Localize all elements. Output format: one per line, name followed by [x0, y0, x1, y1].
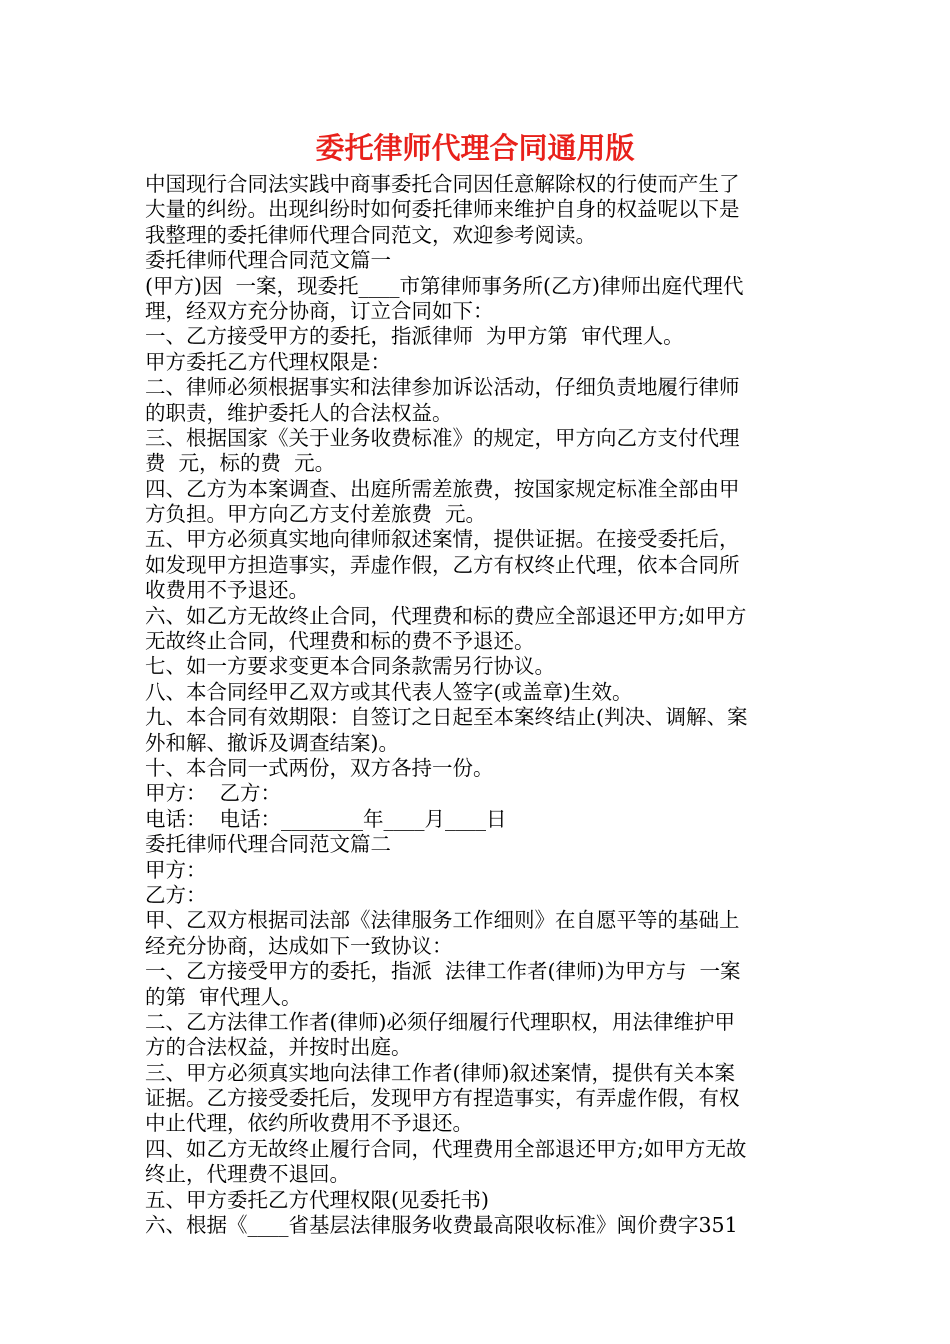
text-line: 甲方委托乙方代理权限是： — [145, 349, 391, 374]
text-line: 的职责，维护委托人的合法权益。 — [145, 400, 453, 425]
text-line: 乙方： — [145, 882, 207, 907]
text-line: 证据。乙方接受委托后，发现甲方有捏造事实，有弄虚作假，有权 — [145, 1086, 740, 1111]
text-line: 经充分协商，达成如下一致协议： — [145, 933, 453, 958]
text-line: 六、如乙方无故终止合同，代理费和标的费应全部退还甲方;如甲方 — [145, 603, 747, 628]
text-line: 我整理的委托律师代理合同范文，欢迎参考阅读。 — [145, 222, 596, 247]
text-line: 二、乙方法律工作者(律师)必须仔细履行代理职权，用法律维护甲 — [145, 1009, 735, 1034]
text-line: (甲方)因 一案，现委托____市第律师事务所(乙方)律师出庭代理代 — [145, 273, 744, 298]
text-line: 无故终止合同，代理费和标的费不予退还。 — [145, 629, 535, 654]
text-line: 五、甲方委托乙方代理权限(见委托书) — [145, 1187, 489, 1212]
text-line: 终止，代理费不退回。 — [145, 1162, 350, 1187]
text-line: 理，经双方充分协商，订立合同如下： — [145, 298, 494, 323]
text-line: 大量的纠纷。出现纠纷时如何委托律师来维护自身的权益呢以下是 — [145, 197, 740, 222]
text-line: 方负担。甲方向乙方支付差旅费 元。 — [145, 502, 487, 527]
text-line: 九、本合同有效期限：自签订之日起至本案终结止(判决、调解、案 — [145, 705, 748, 730]
text-line: 一、乙方接受甲方的委托，指派 法律工作者(律师)为甲方与 一案 — [145, 959, 741, 984]
text-line: 五、甲方必须真实地向律师叙述案情，提供证据。在接受委托后， — [145, 527, 740, 552]
text-line: 三、甲方必须真实地向法律工作者(律师)叙述案情，提供有关本案 — [145, 1060, 735, 1085]
text-line: 的第 审代理人。 — [145, 984, 302, 1009]
text-line: 如发现甲方担造事实，弄虚作假，乙方有权终止代理，依本合同所 — [145, 552, 740, 577]
text-line: 收费用不予退还。 — [145, 578, 309, 603]
text-line: 四、乙方为本案调查、出庭所需差旅费，按国家规定标准全部由甲 — [145, 476, 740, 501]
text-line: 七、如一方要求变更本合同条款需另行协议。 — [145, 654, 555, 679]
text-line: 十、本合同一式两份，双方各持一份。 — [145, 755, 494, 780]
text-line: 费 元，标的费 元。 — [145, 451, 336, 476]
text-line: 一、乙方接受甲方的委托，指派律师 为甲方第 审代理人。 — [145, 324, 684, 349]
text-line: 甲方： 乙方： — [145, 781, 282, 806]
text-line: 六、根据《____省基层法律服务收费最高限收标准》闽价费字351 — [145, 1213, 738, 1238]
document-title: 委托律师代理合同通用版 — [315, 131, 635, 165]
text-line: 中止代理，依约所收费用不予退还。 — [145, 1111, 473, 1136]
text-line: 方的合法权益，并按时出庭。 — [145, 1035, 412, 1060]
text-line: 委托律师代理合同范文篇二 — [145, 832, 391, 857]
text-line: 三、根据国家《关于业务收费标准》的规定，甲方向乙方支付代理 — [145, 425, 740, 450]
text-line: 委托律师代理合同范文篇一 — [145, 248, 391, 273]
text-line: 四、如乙方无故终止履行合同，代理费用全部退还甲方;如甲方无故 — [145, 1136, 747, 1161]
text-line: 电话： 电话：________年____月____日 — [145, 806, 507, 831]
text-line: 甲、乙双方根据司法部《法律服务工作细则》在自愿平等的基础上 — [145, 908, 740, 933]
text-line: 甲方： — [145, 857, 207, 882]
text-line: 外和解、撤诉及调查结案)。 — [145, 730, 399, 755]
text-line: 八、本合同经甲乙双方或其代表人签字(或盖章)生效。 — [145, 679, 633, 704]
document-body — [145, 172, 815, 1238]
text-line: 中国现行合同法实践中商事委托合同因任意解除权的行使而产生了 — [145, 172, 740, 196]
text-line: 二、律师必须根据事实和法律参加诉讼活动，仔细负责地履行律师 — [145, 375, 740, 400]
